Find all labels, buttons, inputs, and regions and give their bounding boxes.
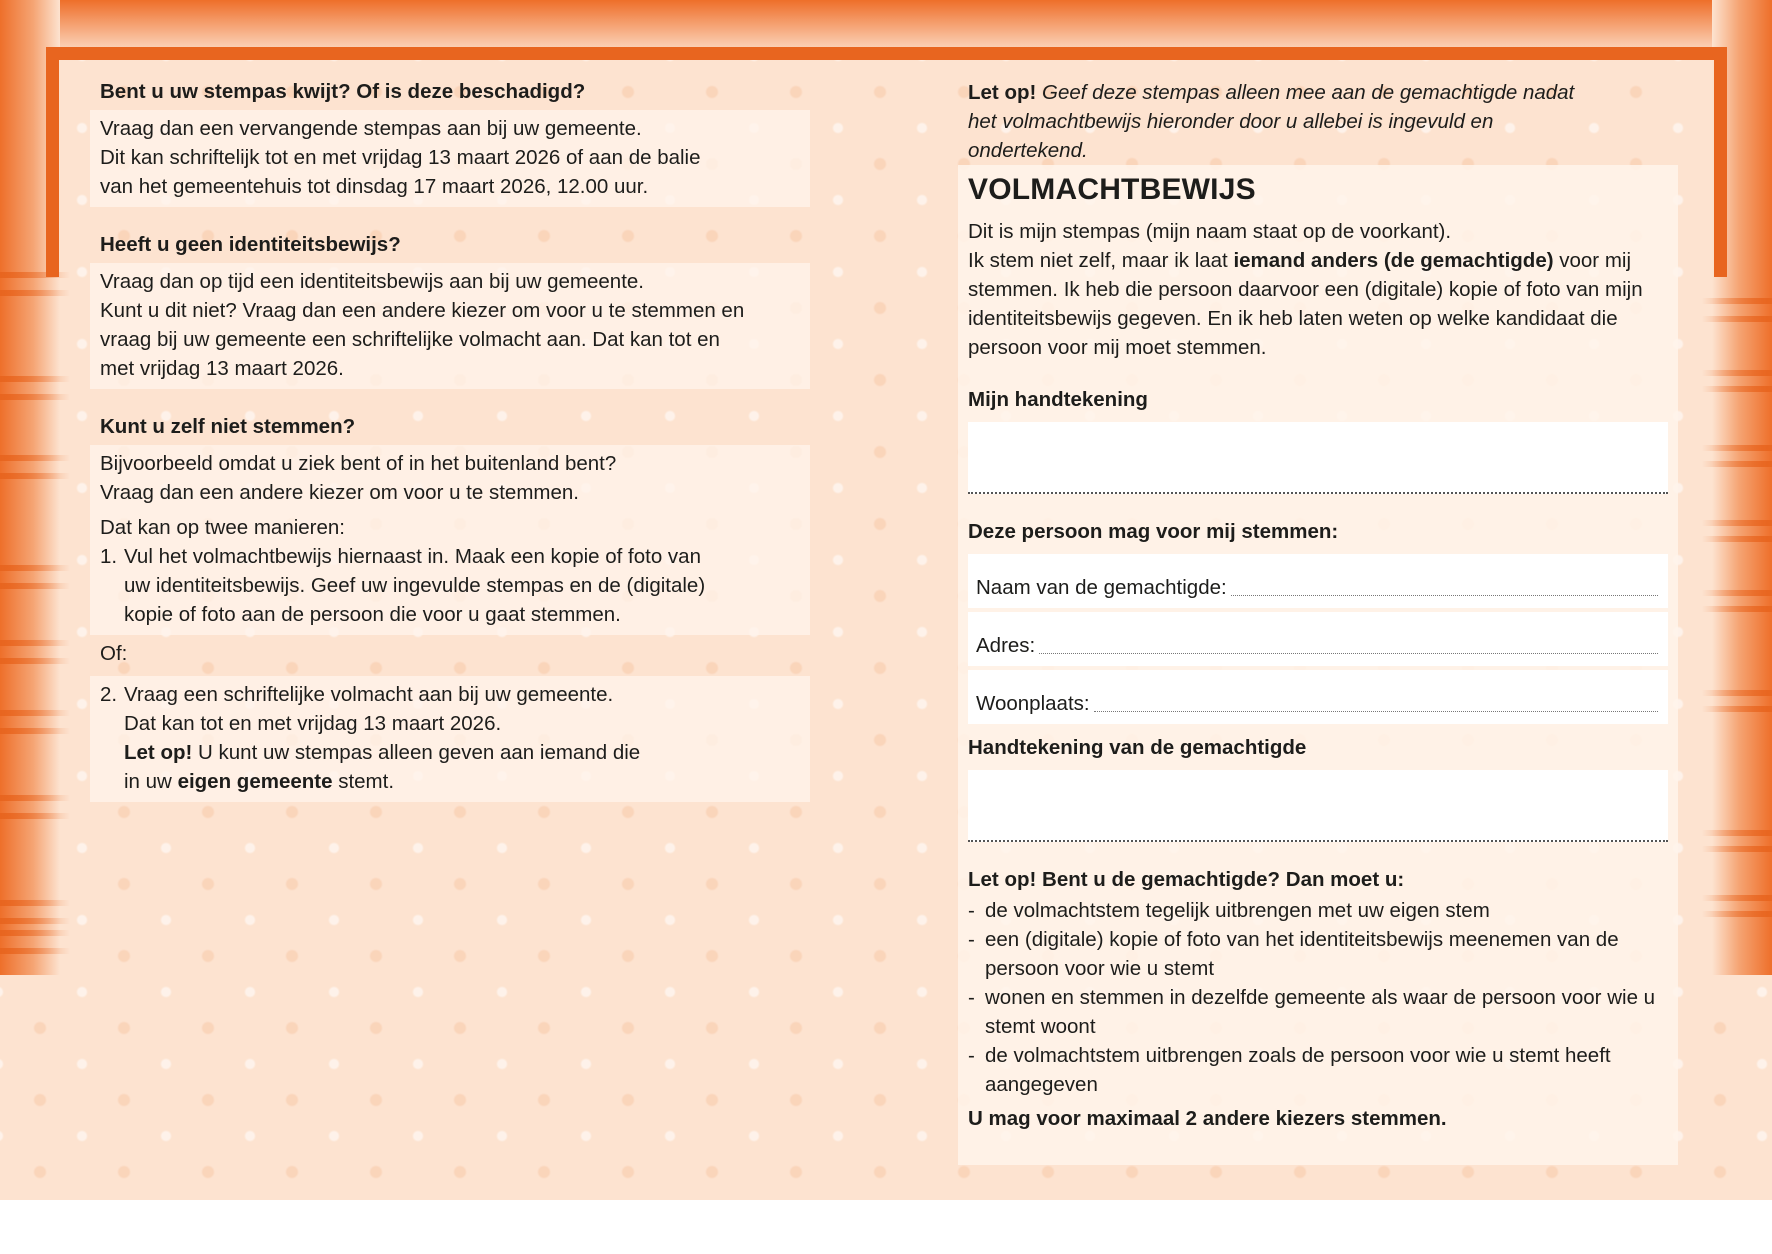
info-box <box>90 445 810 635</box>
handover-notice <box>958 78 1618 165</box>
dotted-line <box>1039 652 1658 654</box>
emphasis: iemand anders (de gemachtigde) <box>1233 249 1554 272</box>
volmachtbewijs-card <box>958 165 1678 1165</box>
notice-text: Geef deze stempas alleen mee aan de gemachtigde nadat het volmachtbewijs hieronder door u allebei is ingevuld en ondertekend. <box>968 81 1575 162</box>
option-1 <box>100 542 800 629</box>
field-label: Adres: <box>976 634 1036 657</box>
proxy-signature-field[interactable] <box>968 770 1668 842</box>
section-lost-stempas <box>90 78 810 207</box>
list-item: - de volmachtstem tegelijk uitbrengen met uw eigen stem <box>968 899 1490 922</box>
proxy-label: Deze persoon mag voor mij stemmen: <box>968 520 1339 543</box>
my-signature-field[interactable] <box>968 422 1668 494</box>
card-title: VOLMACHTBEWIJS <box>968 173 1256 206</box>
text-line: Vul het volmachtbewijs hiernaast in. Maak een kopie of foto van <box>124 545 701 568</box>
card-statement: Ik stem niet zelf, maar ik laat iemand anders (de gemachtigde) voor mij stemmen. Ik heb die persoon daarvoor een (digitale) kopie of foto van mijn identiteitsbewijs gegeven. En ik heb laten weten op welke kandidaat die persoon voor mij moet stemmen. <box>968 249 1643 359</box>
my-signature-label: Mijn handtekening <box>968 388 1148 411</box>
left-column <box>90 78 810 802</box>
or-label: Of: <box>100 642 128 665</box>
list-item: - een (digitale) kopie of foto van het identiteitsbewijs meenemen van de persoon voor wie u stemt <box>968 928 1619 980</box>
text-line: met vrijdag 13 maart 2026. <box>100 357 344 380</box>
info-box <box>90 676 810 802</box>
info-box <box>90 110 810 207</box>
section-cannot-vote <box>90 413 810 802</box>
section-heading: Heeft u geen identiteitsbewijs? <box>100 233 401 256</box>
text-line: Vraag dan op tijd een identiteitsbewijs aan bij uw gemeente. <box>100 270 644 293</box>
field-label: Woonplaats: <box>976 692 1090 715</box>
text-line: Vraag dan een andere kiezer om voor u te stemmen. <box>100 481 579 504</box>
text-line: Dit kan schriftelijk tot en met vrijdag 13 maart 2026 of aan de balie <box>100 146 701 169</box>
text-line: Bijvoorbeeld omdat u ziek bent of in het buitenland bent? <box>100 452 617 475</box>
section-heading: Kunt u zelf niet stemmen? <box>100 415 356 438</box>
field-label: Naam van de gemachtigde: <box>976 576 1227 599</box>
notice-prefix: Let op! <box>968 81 1037 104</box>
section-heading: Bent u uw stempas kwijt? Of is deze beschadigd? <box>100 80 586 103</box>
text-line: Kunt u dit niet? Vraag dan een andere kiezer om voor u te stemmen en <box>100 299 745 322</box>
section-no-id <box>90 231 810 389</box>
option-number: 2. <box>100 683 118 706</box>
proxy-name-field[interactable] <box>968 554 1668 608</box>
text-line: vraag bij uw gemeente een schriftelijke volmacht aan. Dat kan tot en <box>100 328 720 351</box>
info-box <box>90 263 810 389</box>
dotted-line <box>1094 710 1658 712</box>
max-voters-note: U mag voor maximaal 2 andere kiezers stemmen. <box>968 1107 1447 1130</box>
text-line: van het gemeentehuis tot dinsdag 17 maart 2026, 12.00 uur. <box>100 175 649 198</box>
proxy-requirements-list <box>968 896 1668 1099</box>
dotted-line <box>1231 594 1658 596</box>
list-item: - wonen en stemmen in dezelfde gemeente als waar de persoon voor wie u stemt woont <box>968 986 1656 1038</box>
top-decorative-band <box>0 0 1772 50</box>
text-line: uw identiteitsbewijs. Geef uw ingevulde stempas en de (digitale) <box>124 574 706 597</box>
card-intro-line: Dit is mijn stempas (mijn naam staat op de voorkant). <box>968 220 1452 243</box>
right-column <box>958 78 1678 165</box>
proxy-city-field[interactable] <box>968 670 1668 724</box>
warning-prefix: Let op! <box>124 741 193 764</box>
text-line: Vraag dan een vervangende stempas aan bij uw gemeente. <box>100 117 642 140</box>
list-item: - de volmachtstem uitbrengen zoals de persoon voor wie u stemt heeft aangegeven <box>968 1044 1611 1096</box>
text-line: Dat kan tot en met vrijdag 13 maart 2026. <box>124 712 502 735</box>
emphasis: eigen gemeente <box>177 770 333 793</box>
ways-intro: Dat kan op twee manieren: <box>100 516 345 539</box>
proxy-warning-heading: Let op! Bent u de gemachtigde? Dan moet u: <box>968 868 1405 891</box>
option-2 <box>100 680 800 796</box>
text-line: Vraag een schriftelijke volmacht aan bij uw gemeente. <box>124 683 614 706</box>
proxy-signature-label: Handtekening van de gemachtigde <box>968 736 1307 759</box>
text-line: in uw eigen gemeente stemt. <box>124 770 395 793</box>
option-number: 1. <box>100 545 118 568</box>
proxy-address-field[interactable] <box>968 612 1668 666</box>
text-line: kopie of foto aan de persoon die voor u gaat stemmen. <box>124 603 621 626</box>
warning-line: Let op! U kunt uw stempas alleen geven aan iemand die <box>124 741 641 764</box>
